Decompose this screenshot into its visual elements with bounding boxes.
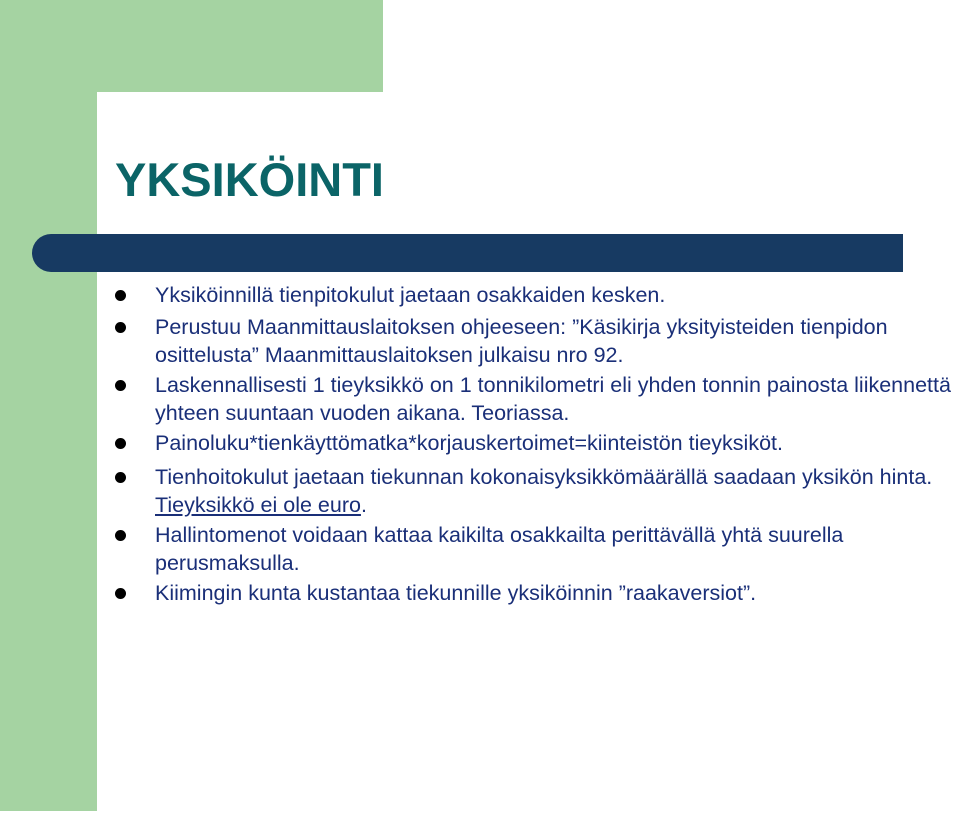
bullet-dot-icon bbox=[115, 438, 126, 449]
bullet-item bbox=[155, 522, 955, 577]
bullet-item bbox=[155, 464, 955, 519]
bullet-dot-icon bbox=[115, 380, 126, 391]
bullet-text: Yksiköinnillä tienpitokulut jaetaan osakkaiden kesken. bbox=[155, 283, 666, 307]
bullet-text: Painoluku*tienkäyttömatka*korjauskertoimet=kiinteistön tieyksiköt. bbox=[155, 431, 783, 455]
bullet-text-end: . bbox=[360, 492, 367, 517]
bullet-dot-icon bbox=[115, 290, 126, 301]
bullet-text: Perustuu Maanmittauslaitoksen ohjeeseen: ”Käsikirja yksityisteiden tienpidon osittelusta” Maanmittauslaitoksen julkaisu nro 92. bbox=[155, 315, 888, 367]
bullet-item bbox=[155, 282, 955, 310]
bullet-item bbox=[155, 314, 955, 369]
bullet-item bbox=[155, 372, 955, 427]
bullet-text: Laskennallisesti 1 tieyksikkö on 1 tonnikilometri eli yhden tonnin painosta liikennettä yhteen suuntaan vuoden aikana. Teoriassa. bbox=[155, 373, 951, 425]
bullet-item bbox=[155, 580, 955, 608]
bullet-dot-icon bbox=[115, 472, 126, 483]
bullet-underlined-text: Tieyksikkö ei ole euro bbox=[155, 492, 361, 517]
bullet-text: Tienhoitokulut jaetaan tiekunnan kokonaisyksikkömäärällä saadaan yksikön hinta. bbox=[155, 465, 933, 489]
bullet-text: Kiimingin kunta kustantaa tiekunnille yksiköinnin ”raakaversiot”. bbox=[155, 581, 757, 605]
bullet-dot-icon bbox=[115, 588, 126, 599]
bullet-dot-icon bbox=[115, 322, 126, 333]
bullet-item bbox=[155, 430, 955, 458]
bullet-text: Hallintomenot voidaan kattaa kaikilta osakkailta perittävällä yhtä suurella perusmaksulla. bbox=[155, 523, 844, 575]
bullet-dot-icon bbox=[115, 530, 126, 541]
slide-title: YKSIKÖINTI bbox=[115, 153, 384, 206]
